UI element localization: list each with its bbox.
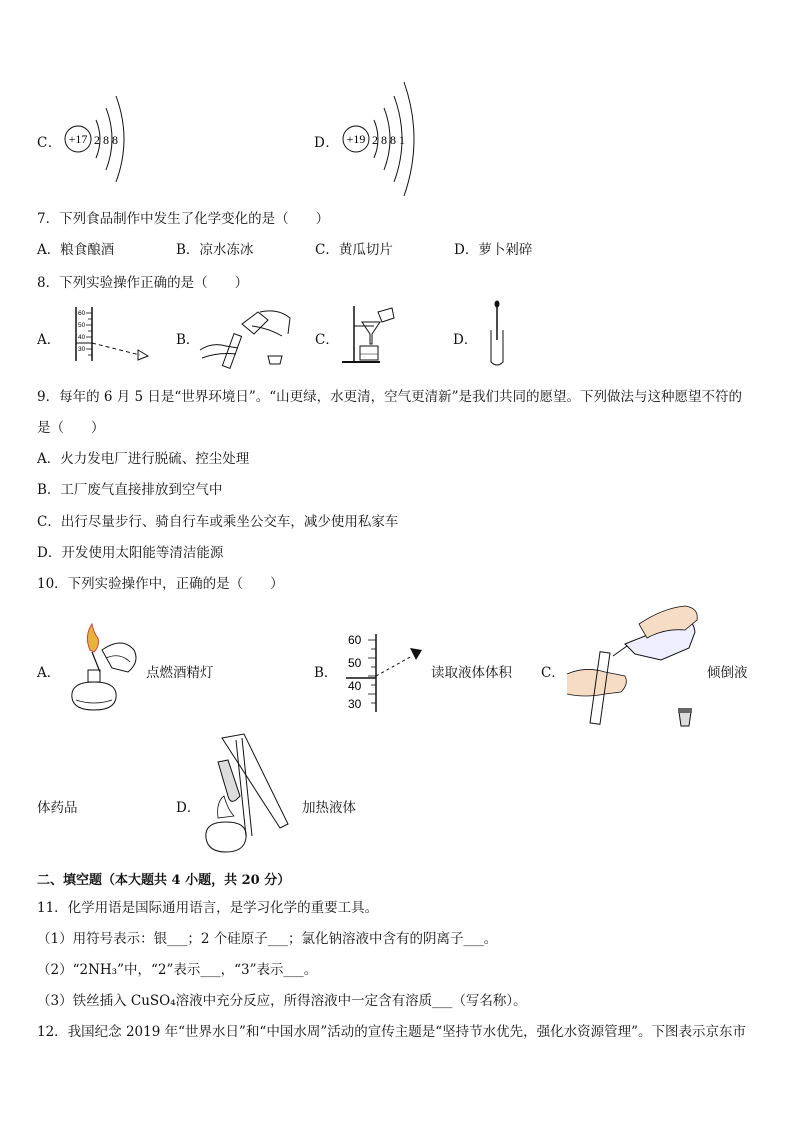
q10-option-b-label: B．: [314, 665, 338, 681]
shells-c: 2 8 8: [94, 133, 118, 147]
pouring-liquid-figure: [198, 306, 298, 368]
q8-option-a-label: A．: [37, 332, 61, 348]
q7-option-b: B．凉水冻冰: [176, 242, 254, 258]
q11-sub3: （3）铁丝插入 CuSO₄溶液中充分反应，所得溶液中一定含有溶质___（写名称）。: [37, 993, 527, 1009]
q11-sub1: （1）用符号表示：银___；2 个硅原子___；氯化钠溶液中含有的阴离子___。: [37, 931, 498, 947]
section-heading: 二、填空题（本大题共 4 小题，共 20 分）: [37, 873, 291, 888]
volume-tick-60: 60: [348, 633, 362, 647]
q10-option-d-label: D．: [176, 800, 201, 816]
q7-option-a: A．粮食酿酒: [37, 242, 115, 258]
shells-d: 2 8 8 1: [372, 133, 405, 147]
q8-stem: 8．下列实验操作正确的是（ ）: [37, 275, 249, 291]
reading-liquid-volume-figure: [340, 632, 430, 716]
tick-30: 30: [78, 346, 86, 353]
q10-option-a-caption: 点燃酒精灯: [146, 665, 214, 681]
q10-option-b-caption: 读取液体体积: [431, 665, 512, 681]
q9-option-c: C．出行尽量步行、骑自行车或乘坐公交车，减少使用私家车: [37, 514, 399, 530]
nucleus-d: +19: [346, 132, 366, 146]
q10-option-d-caption: 加热液体: [302, 800, 356, 816]
q8-option-b-label: B．: [176, 332, 200, 348]
graduated-cylinder-reading-figure: [68, 305, 158, 365]
filtration-figure: [340, 304, 410, 366]
q10-stem: 10．下列实验操作中，正确的是（ ）: [37, 576, 284, 592]
nucleus-c: +17: [68, 132, 88, 146]
atom-diagram-c: [60, 92, 140, 187]
q9-option-a: A．火力发电厂进行脱硫、控尘处理: [37, 451, 250, 467]
q7-option-d: D．萝卜剁碎: [454, 242, 533, 258]
q10-option-c-label: C．: [541, 665, 565, 681]
q9-stem-line1: 9．每年的 6 月 5 日是“世界环境日”。“山更绿，水更清，空气更清新”是我们共同的愿望。下列做法与这种愿望不符的: [37, 389, 743, 405]
volume-tick-50: 50: [348, 656, 362, 670]
volume-tick-40: 40: [348, 679, 362, 693]
volume-tick-30: 30: [348, 697, 362, 711]
q8-option-c-label: C．: [315, 332, 339, 348]
q11-sub2: （2）“2NH₃”中，“2”表示___，“3”表示___。: [37, 962, 318, 978]
q7-option-c: C．黄瓜切片: [315, 242, 393, 258]
q7-stem: 7．下列食品制作中发生了化学变化的是（ ）: [37, 211, 330, 227]
atom-diagram-d: [338, 78, 438, 198]
q9-option-d: D．开发使用太阳能等清洁能源: [37, 545, 224, 561]
q9-option-b: B．工厂废气直接排放到空气中: [37, 482, 223, 498]
lighting-alcohol-lamp-figure: [62, 622, 142, 714]
option-d-label: D．: [314, 135, 340, 151]
tick-50: 50: [78, 322, 86, 329]
q8-option-d-label: D．: [453, 332, 478, 348]
q10-option-a-label: A．: [37, 665, 61, 681]
tick-60: 60: [78, 310, 86, 317]
tick-40: 40: [78, 334, 86, 341]
heating-liquid-figure: [198, 732, 298, 856]
q10-option-c-caption-part2: 体药品: [37, 800, 78, 816]
q11-stem: 11．化学用语是国际通用语言，是学习化学的重要工具。: [37, 900, 379, 916]
q10-option-c-caption-part1: 倾倒液: [707, 665, 748, 681]
q12-stem: 12．我国纪念 2019 年“世界水日”和“中国水周”活动的宣传主题是“坚持节水优先，强化水资源管理”。下图表示京东市: [37, 1024, 747, 1040]
q9-stem-line2: 是（ ）: [37, 420, 105, 436]
pouring-liquid-reagent-figure: [565, 602, 705, 730]
option-c-label: C．: [37, 135, 62, 151]
dropper-test-tube-figure: [484, 300, 514, 370]
